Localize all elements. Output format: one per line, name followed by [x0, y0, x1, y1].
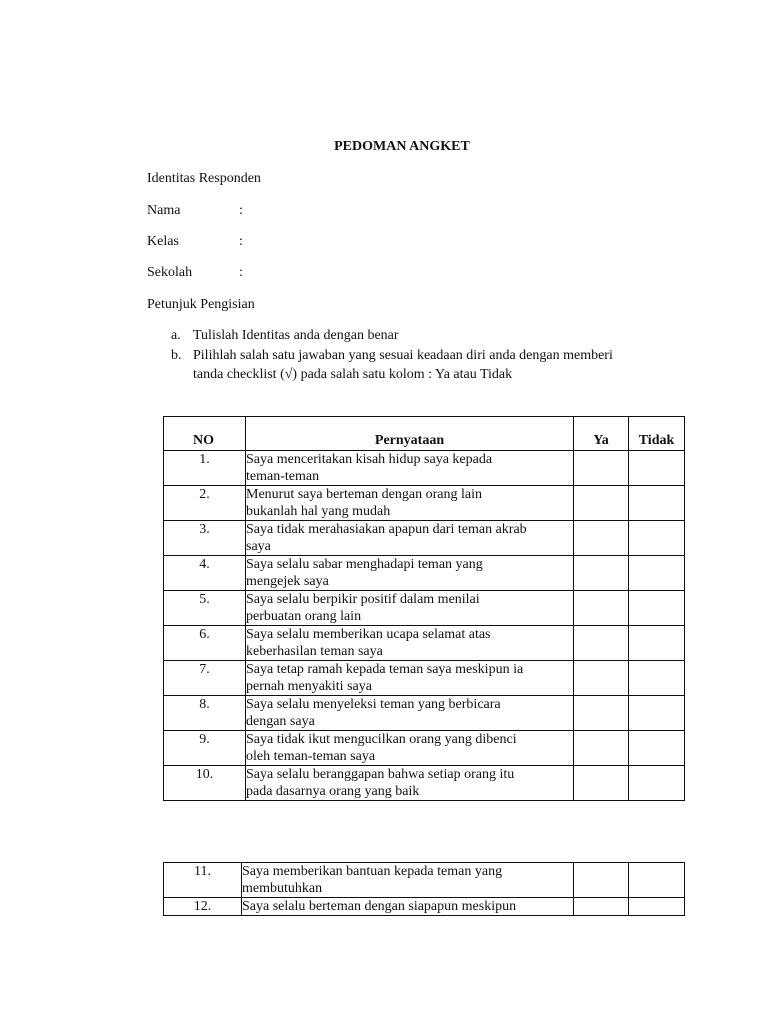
statement-line: pernah menyakiti saya	[246, 679, 372, 694]
header-no-answer: Tidak	[629, 417, 685, 451]
table-row	[164, 451, 685, 486]
no-checkbox-cell[interactable]	[629, 591, 685, 626]
statement-line: mengejek saya	[246, 574, 329, 589]
statement-cell	[242, 863, 574, 898]
statement-cell	[246, 696, 574, 731]
row-number: 10.	[164, 766, 246, 801]
instruction-b-line-1: Pilihlah salah satu jawaban yang sesuai keadaan diri anda dengan memberi	[193, 348, 613, 363]
statement-line: Saya menceritakan kisah hidup saya kepada	[246, 452, 493, 467]
class-label: Kelas	[147, 234, 179, 249]
questionnaire-table-continued	[163, 862, 685, 916]
row-number: 3.	[164, 521, 246, 556]
no-checkbox-cell[interactable]	[629, 863, 685, 898]
school-label: Sekolah	[147, 265, 193, 280]
identity-heading: Identitas Responden	[147, 171, 261, 186]
header-no: NO	[164, 417, 246, 451]
statement-line: Saya tidak merahasiakan apapun dari teman akrab	[246, 522, 527, 537]
table-row	[164, 898, 685, 916]
no-checkbox-cell[interactable]	[629, 556, 685, 591]
yes-checkbox-cell[interactable]	[574, 766, 629, 801]
statement-line: Menurut saya berteman dengan orang lain	[246, 487, 482, 502]
name-colon: :	[239, 203, 243, 218]
table-row	[164, 591, 685, 626]
yes-checkbox-cell[interactable]	[574, 661, 629, 696]
table-row	[164, 486, 685, 521]
table-row	[164, 731, 685, 766]
no-checkbox-cell[interactable]	[629, 486, 685, 521]
statement-cell	[246, 521, 574, 556]
yes-checkbox-cell[interactable]	[574, 696, 629, 731]
statement-line: Saya selalu menyeleksi teman yang berbicara	[246, 697, 501, 712]
statement-line: Saya selalu beranggapan bahwa setiap orang itu	[246, 767, 515, 782]
instruction-marker-a: a.	[171, 328, 181, 343]
table-row	[164, 556, 685, 591]
statement-line: Saya selalu berpikir positif dalam menilai	[246, 592, 480, 607]
no-checkbox-cell[interactable]	[629, 898, 685, 916]
no-checkbox-cell[interactable]	[629, 626, 685, 661]
no-checkbox-cell[interactable]	[629, 696, 685, 731]
yes-checkbox-cell[interactable]	[574, 556, 629, 591]
statement-line: oleh teman-teman saya	[246, 749, 376, 764]
row-number: 2.	[164, 486, 246, 521]
statement-line: saya	[246, 539, 271, 554]
statement-line: keberhasilan teman saya	[246, 644, 383, 659]
no-checkbox-cell[interactable]	[629, 731, 685, 766]
school-colon: :	[239, 265, 243, 280]
statement-cell	[246, 556, 574, 591]
yes-checkbox-cell[interactable]	[574, 521, 629, 556]
row-number: 7.	[164, 661, 246, 696]
statement-line: bukanlah hal yang mudah	[246, 504, 391, 519]
page-title: PEDOMAN ANGKET	[334, 139, 470, 154]
row-number: 11.	[164, 863, 242, 898]
yes-checkbox-cell[interactable]	[574, 451, 629, 486]
header-yes: Ya	[574, 417, 629, 451]
statement-cell	[246, 451, 574, 486]
statement-line: Saya selalu berteman dengan siapapun meskipun	[242, 899, 517, 914]
yes-checkbox-cell[interactable]	[574, 626, 629, 661]
row-number: 8.	[164, 696, 246, 731]
yes-checkbox-cell[interactable]	[574, 898, 629, 916]
class-colon: :	[239, 234, 243, 249]
no-checkbox-cell[interactable]	[629, 451, 685, 486]
statement-line: Saya tetap ramah kepada teman saya meskipun ia	[246, 662, 524, 677]
row-number: 9.	[164, 731, 246, 766]
yes-checkbox-cell[interactable]	[574, 486, 629, 521]
instructions-heading: Petunjuk Pengisian	[147, 297, 255, 312]
row-number: 5.	[164, 591, 246, 626]
instruction-b-line-2: tanda checklist (√) pada salah satu kolom : Ya atau Tidak	[193, 367, 513, 382]
no-checkbox-cell[interactable]	[629, 766, 685, 801]
statement-line: dengan saya	[246, 714, 315, 729]
row-number: 12.	[164, 898, 242, 916]
statement-line: teman-teman	[246, 469, 320, 484]
table-row	[164, 626, 685, 661]
table-row	[164, 863, 685, 898]
instruction-a-line-1: Tulislah Identitas anda dengan benar	[193, 328, 399, 343]
yes-checkbox-cell[interactable]	[574, 863, 629, 898]
statement-line: membutuhkan	[242, 881, 323, 896]
name-label: Nama	[147, 203, 181, 218]
yes-checkbox-cell[interactable]	[574, 731, 629, 766]
row-number: 6.	[164, 626, 246, 661]
header-statement: Pernyataan	[246, 417, 574, 451]
statement-cell	[242, 898, 574, 916]
statement-cell	[246, 626, 574, 661]
statement-line: Saya selalu sabar menghadapi teman yang	[246, 557, 483, 572]
table-row	[164, 661, 685, 696]
no-checkbox-cell[interactable]	[629, 661, 685, 696]
statement-line: Saya tidak ikut mengucilkan orang yang dibenci	[246, 732, 517, 747]
statement-cell	[246, 486, 574, 521]
statement-line: pada dasarnya orang yang baik	[246, 784, 420, 799]
table-row	[164, 696, 685, 731]
table-row	[164, 521, 685, 556]
statement-cell	[246, 731, 574, 766]
statement-cell	[246, 766, 574, 801]
table-row	[164, 766, 685, 801]
statement-line: Saya memberikan bantuan kepada teman yang	[242, 864, 503, 879]
statement-line: Saya selalu memberikan ucapa selamat atas	[246, 627, 491, 642]
row-number: 1.	[164, 451, 246, 486]
statement-cell	[246, 661, 574, 696]
statement-line: perbuatan orang lain	[246, 609, 362, 624]
instruction-marker-b: b.	[171, 348, 182, 363]
yes-checkbox-cell[interactable]	[574, 591, 629, 626]
no-checkbox-cell[interactable]	[629, 521, 685, 556]
statement-cell	[246, 591, 574, 626]
questionnaire-table	[163, 416, 685, 801]
row-number: 4.	[164, 556, 246, 591]
